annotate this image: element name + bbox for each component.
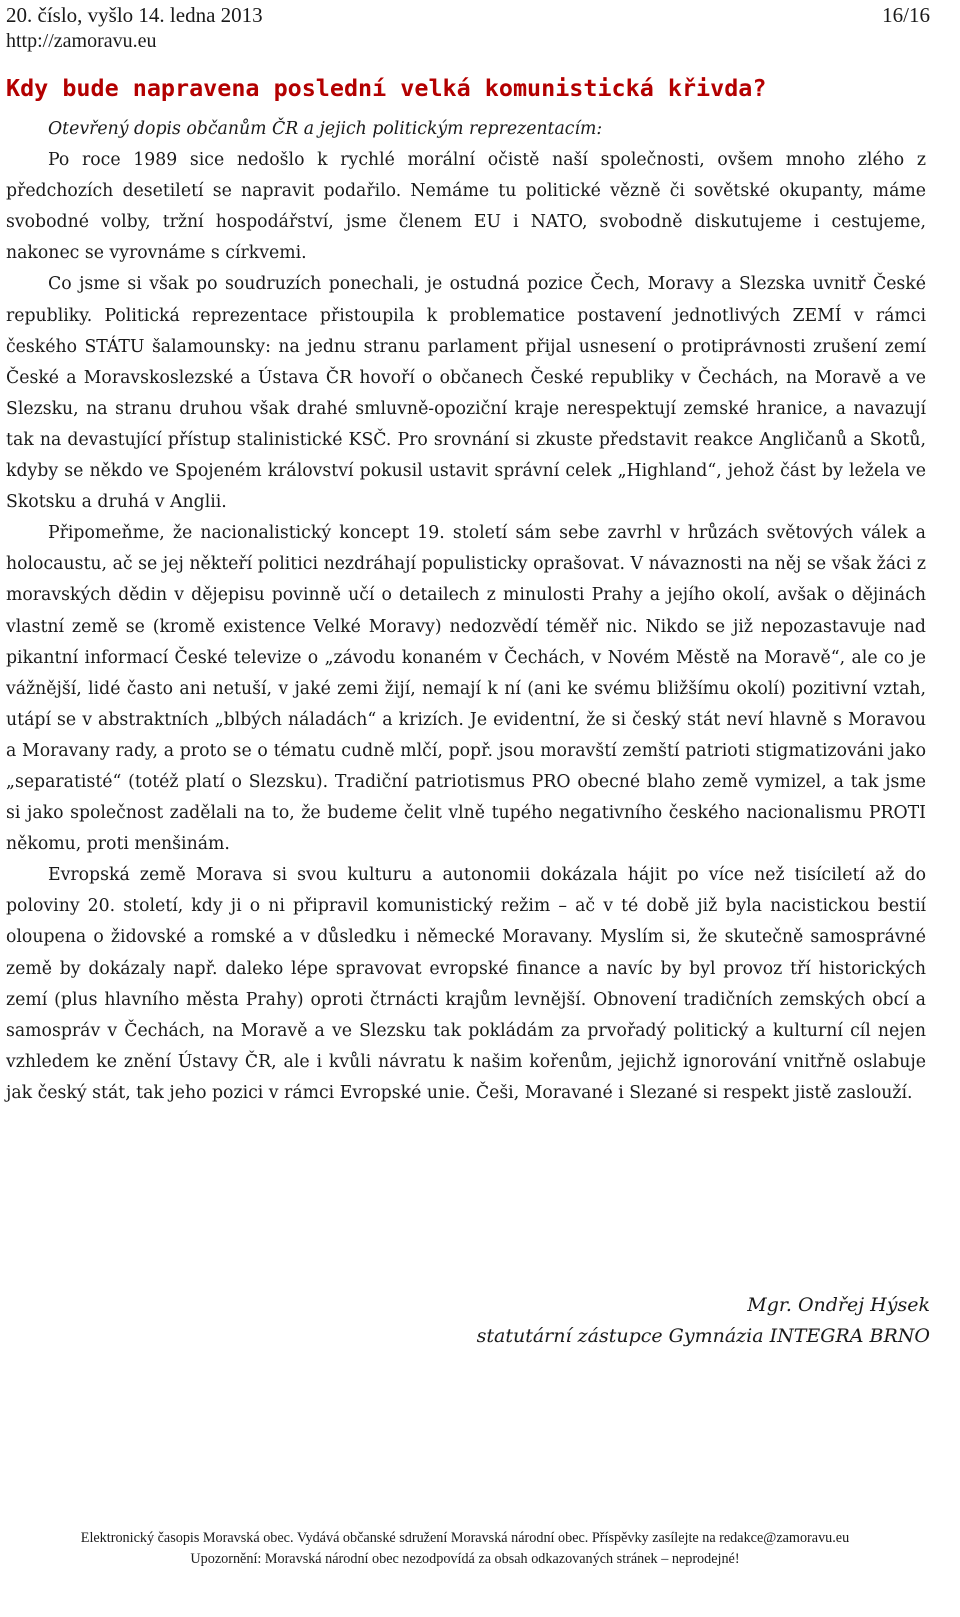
page-footer (0, 1528, 930, 1570)
site-url[interactable]: http://zamoravu.eu (6, 30, 157, 52)
footer-publisher-line: Elektronický časopis Moravská obec. Vydává občanské sdružení Moravská národní obec. Příspěvky zasílejte na redakce@zamoravu.eu (80, 1530, 850, 1546)
article-lead: Otevřený dopis občanům ČR a jejich politickým reprezentacím: (48, 119, 603, 139)
author-role: statutární zástupce Gymnázia INTEGRA BRNO (476, 1325, 930, 1347)
footer-disclaimer-line: Upozornění: Moravská národní obec nezodpovídá za obsah odkazovaných stránek – neprodejné! (190, 1551, 740, 1567)
article-title: Kdy bude napravena poslední velká komunistická křivda? (6, 74, 767, 102)
page-header (6, 2, 930, 54)
article-body (6, 114, 926, 1109)
author-signature (477, 1290, 930, 1352)
article-paragraph: Evropská země Morava si svou kulturu a autonomii dokázala hájit po více než tisíciletí až do poloviny 20. století, kdy ji o ni připravil komunistický režim – ač v té době již byla nacistickou bestií oloupena o židovské a romské a v důsledku i německé Moravany. Myslím si, že skutečně samosprávné země by dokázaly např. daleko lépe spravovat evropské finance a navíc by byl provoz tří historických zemí (plus hlavního města Prahy) oproti čtrnácti krajům levnější. Obnovení tradičních zemských obcí a samospráv v Čechách, na Moravě a ve Slezsku tak pokládám za prvořadý politický a kulturní cíl nejen vzhledem ke znění Ústavy ČR, ale i kvůli návratu k našim kořenům, jejichž ignorování vnitřně oslabuje jak český stát, tak jeho pozici v rámci Evropské unie. Češi, Moravané i Slezané si respekt jistě zaslouží. (6, 865, 926, 1103)
issue-info: 20. číslo, vyšlo 14. ledna 2013 (6, 3, 263, 27)
author-name: Mgr. Ondřej Hýsek (747, 1294, 930, 1316)
article-paragraph: Připomeňme, že nacionalistický koncept 19. století sám sebe zavrhl v hrůzách světových válek a holocaustu, ač se jej někteří politici nezdráhají populisticky oprašovat. V návaznosti na něj se však žáci z moravských dědin v dějepisu povinně učí o detailech z minulosti Prahy a jejího okolí, avšak o dějinách vlastní země se (kromě existence Velké Moravy) nedozvědí téměř nic. Nikdo se již nepozastavuje nad pikantní informací České televize o „závodu konaném v Čechách, v Novém Městě na Moravě“, ale co je vážnější, lidé často ani netuší, v jaké zemi žijí, nemají k ní (ani ke svému bližšímu okolí) pozitivní vztah, utápí se v abstraktních „blbých náladách“ a krizích. Je evidentní, že si český stát neví hlavně s Moravou a Moravany rady, a proto se o tématu cudně mlčí, popř. jsou moravští zemští patrioti stigmatizováni jako „separatisté“ (totéž platí o Slezsku). Tradiční patriotismus PRO obecné blaho země vymizel, a tak jsme si jako společnost zadělali na to, že budeme čelit vlně tupého negativního českého nacionalismu PROTI někomu, proti menšinám. (6, 523, 926, 855)
article-paragraph: Co jsme si však po soudruzích ponechali, je ostudná pozice Čech, Moravy a Slezska uvnitř České republiky. Politická reprezentace přistoupila k problematice postavení jednotlivých ZEMÍ v rámci českého STÁTU šalamounsky: na jednu stranu parlament přijal usnesení o protiprávnosti zrušení zemí České a Moravskoslezské a Ústava ČR hovoří o občanech České republiky v Čechách, na Moravě a ve Slezsku, na stranu druhou však drahé smluvně-opoziční kraje nerespektují zemské hranice, a navazují tak na devastující přístup stalinistické KSČ. Pro srovnání si zkuste představit reakce Angličanů a Skotů, kdyby se někdo ve Spojeném království pokusil ustavit správní celek „Highland“, jehož část by ležela ve Skotsku a druhá v Anglii. (6, 274, 926, 513)
page-number: 16/16 (882, 3, 930, 27)
article-paragraph: Po roce 1989 sice nedošlo k rychlé morální očistě naší společnosti, ovšem mnoho zlého z předchozích desetiletí se napravit podařilo. Nemáme tu politické vězně či sovětské okupanty, máme svobodné volby, tržní hospodářství, jsme členem EU i NATO, svobodně diskutujeme i cestujeme, nakonec se vyrovnáme s církvemi. (6, 150, 926, 264)
